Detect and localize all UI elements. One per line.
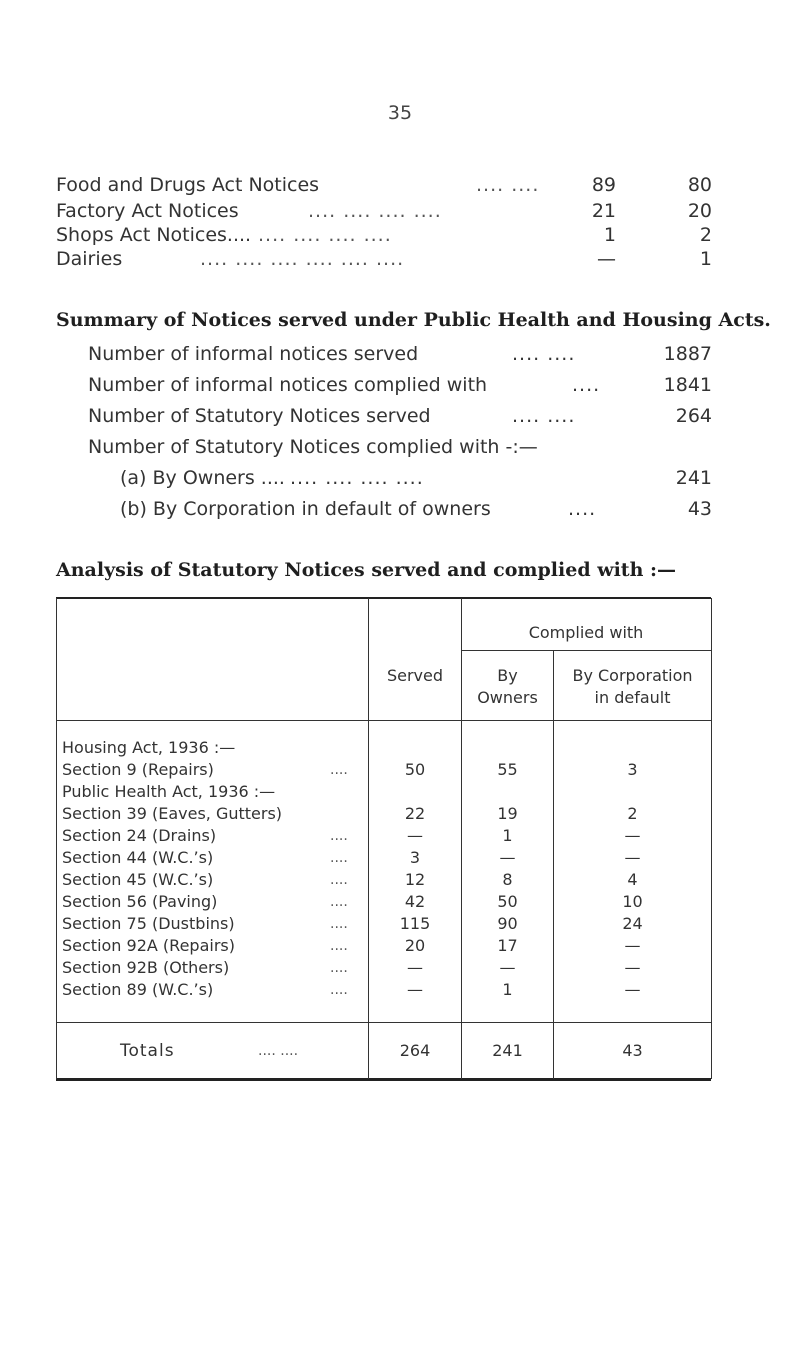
corporation-value: — [624, 980, 641, 999]
table-right-border [711, 598, 712, 1079]
notice-value-1: 1 [603, 224, 616, 246]
row-label: Section 45 (W.C.’s) [62, 870, 214, 889]
summary-label: Number of Statutory Notices served [88, 405, 431, 427]
corporation-value: 4 [627, 870, 638, 889]
served-value: 22 [404, 804, 426, 823]
row-label: Section 89 (W.C.’s) [62, 980, 214, 999]
row-label: Section 92A (Repairs) [62, 936, 235, 955]
row-label: Section 75 (Dustbins) [62, 914, 235, 933]
served-value: 115 [399, 914, 431, 933]
subheader-line [461, 650, 711, 651]
summary-label: Number of informal notices complied with [88, 374, 488, 396]
notice-label: Food and Drugs Act Notices [56, 174, 320, 196]
owners-value: — [499, 958, 516, 977]
owners-value: — [499, 848, 516, 867]
summary-heading: Summary of Notices served under Public Health and Housing Acts. [56, 309, 771, 331]
row-label: Housing Act, 1936 :— [62, 738, 236, 757]
header-served: Served [386, 666, 444, 685]
corporation-total: 43 [622, 1041, 643, 1060]
summary-label: (a) By Owners .... [120, 467, 285, 489]
row-dots: .... [330, 982, 348, 998]
corporation-value: — [624, 826, 641, 845]
row-dots: .... [330, 872, 348, 888]
summary-value: 1887 [663, 343, 712, 365]
header-by-corporation-line1: By Corporation [572, 666, 693, 685]
corporation-value: — [624, 848, 641, 867]
summary-value: 241 [675, 467, 712, 489]
totals-dots: .... .... [258, 1043, 299, 1059]
summary-value: 1841 [663, 374, 712, 396]
summary-dots: .... .... [512, 405, 576, 427]
summary-dots: .... .... .... .... [290, 467, 424, 489]
notice-label: Shops Act Notices.... [56, 224, 252, 246]
notice-label: Dairies [56, 248, 123, 270]
row-dots: .... [330, 960, 348, 976]
row-label: Section 39 (Eaves, Gutters) [62, 804, 283, 823]
notice-dots: .... .... .... .... [308, 200, 442, 222]
table-left-border [56, 598, 57, 1079]
served-value: 3 [409, 848, 421, 867]
header-by-owners-line2: Owners [477, 688, 538, 707]
owners-value: 1 [502, 826, 513, 845]
notice-dots: .... .... [476, 174, 540, 196]
corporation-value: — [624, 936, 641, 955]
analysis-heading: Analysis of Statutory Notices served and complied with :— [56, 559, 677, 581]
summary-label: Number of informal notices served [88, 343, 419, 365]
header-by-owners-line1: By [497, 666, 518, 685]
row-dots: .... [330, 850, 348, 866]
totals-top-line [56, 1022, 711, 1023]
row-dots: .... [330, 828, 348, 844]
summary-dots: .... [572, 374, 601, 396]
served-value: 42 [404, 892, 426, 911]
summary-value: 264 [675, 405, 712, 427]
summary-dots: .... .... [512, 343, 576, 365]
notice-dots: .... .... .... .... .... .... [200, 248, 405, 270]
header-bottom-line [56, 720, 711, 721]
served-value: — [407, 826, 423, 845]
row-dots: .... [330, 894, 348, 910]
corporation-value: — [624, 958, 641, 977]
notice-label: Factory Act Notices [56, 200, 239, 222]
summary-label: (b) By Corporation in default of owners [120, 498, 491, 520]
totals-label: Totals [120, 1041, 175, 1061]
corporation-value: 3 [627, 760, 638, 779]
row-label: Section 9 (Repairs) [62, 760, 214, 779]
table-top-border [56, 597, 711, 599]
header-complied-with: Complied with [528, 623, 644, 642]
table-bottom-border [56, 1078, 711, 1081]
notice-value-2: 2 [699, 224, 712, 246]
notice-value-2: 20 [687, 200, 712, 222]
row-dots: .... [330, 916, 348, 932]
served-value: 50 [404, 760, 426, 779]
notice-value-1: — [597, 248, 616, 270]
served-value: — [407, 958, 423, 977]
owners-value: 19 [497, 804, 518, 823]
row-dots: .... [330, 938, 348, 954]
row-label: Section 44 (W.C.’s) [62, 848, 214, 867]
served-total: 264 [399, 1041, 431, 1060]
row-label: Public Health Act, 1936 :— [62, 782, 276, 801]
notice-value-2: 80 [687, 174, 712, 196]
served-value: — [407, 980, 423, 999]
served-value: 20 [404, 936, 426, 955]
owners-value: 55 [497, 760, 518, 779]
notice-value-1: 21 [591, 200, 616, 222]
summary-label: Number of Statutory Notices complied with -:— [88, 436, 538, 458]
notice-dots: .... .... .... .... [258, 224, 392, 246]
owners-value: 50 [497, 892, 518, 911]
header-by-corporation-line2: in default [594, 688, 671, 707]
owners-value: 8 [502, 870, 513, 889]
row-label: Section 56 (Paving) [62, 892, 218, 911]
notice-value-2: 1 [699, 248, 712, 270]
summary-dots: .... [568, 498, 597, 520]
served-value: 12 [404, 870, 426, 889]
page-number: 35 [387, 102, 413, 124]
owners-value: 1 [502, 980, 513, 999]
row-label: Section 92B (Others) [62, 958, 230, 977]
owners-total: 241 [492, 1041, 523, 1060]
corporation-value: 2 [627, 804, 638, 823]
owners-value: 90 [497, 914, 518, 933]
row-label: Section 24 (Drains) [62, 826, 217, 845]
notice-value-1: 89 [591, 174, 616, 196]
corporation-value: 24 [622, 914, 643, 933]
row-dots: .... [330, 762, 348, 778]
corporation-value: 10 [622, 892, 643, 911]
summary-value: 43 [687, 498, 712, 520]
owners-value: 17 [497, 936, 518, 955]
